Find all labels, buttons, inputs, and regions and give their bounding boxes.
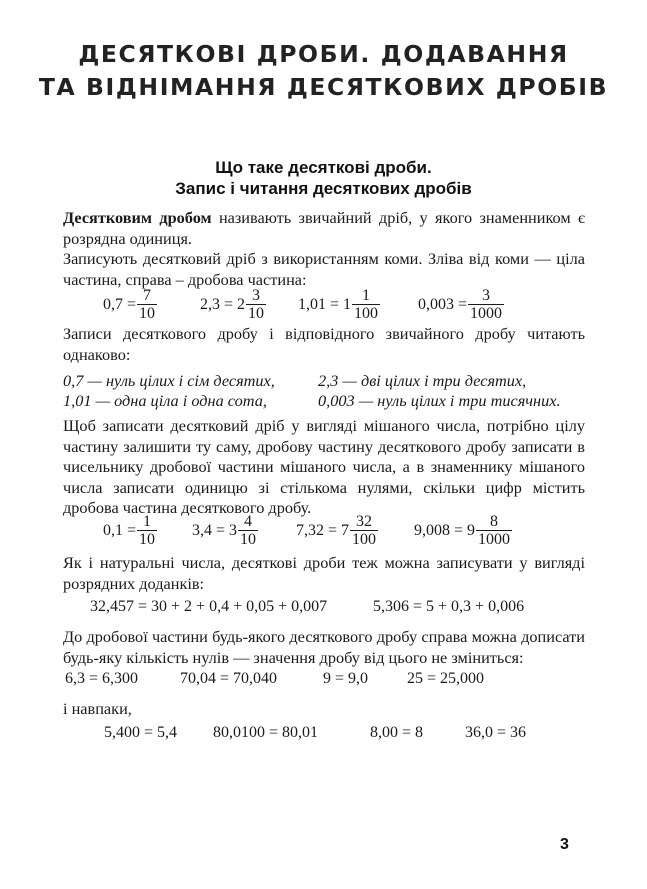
zeros-removed-1: 5,400 = 5,4 [104,724,178,741]
zeros-added-3: 9 = 9,0 [323,670,369,687]
denominator: 100 [354,305,379,322]
mixed-lhs: 9,008 = 9 [414,521,476,539]
expansion-1: 32,457 = 30 + 2 + 0,4 + 0,05 + 0,007 [90,598,328,615]
chapter-title [0,38,647,104]
numerator: 32 [356,513,373,530]
fraction [246,287,266,322]
mixed-example-3 [296,513,379,548]
mixed-lhs: 3,4 = 3 [192,521,238,539]
zeros-added-2: 70,04 = 70,040 [180,670,278,687]
paragraph-comma-notation: Записують десятковий дріб з використанням коми. Зліва від коми — ціла частина, справа – дробова частина: [63,249,585,289]
fraction [137,287,157,322]
numerator: 1 [362,287,371,304]
denominator: 1000 [470,305,503,322]
section-title-line-1: Що таке десяткові дроби. [215,158,432,177]
fraction-lhs: 0,7 = [103,295,137,313]
numerator: 7 [143,287,152,304]
fraction [352,287,380,322]
section-title-line-2: Запис і читання десяткових дробів [175,179,472,198]
numerator: 1 [143,513,152,530]
denominator: 10 [248,305,265,322]
denominator: 100 [352,531,377,548]
denominator: 10 [139,531,156,548]
fraction-example-1 [103,287,158,322]
definition-text: називають звичайний дріб, у якого знаменником є розрядна одиниця. [63,208,585,248]
chapter-title-line-1: ДЕСЯТКОВІ ДРОБИ. ДОДАВАННЯ [78,40,569,68]
paragraph-mixed-number-rule: Щоб записати десятковий дріб у вигляді мішаного числа, потрібно цілу частину залишити ту саму, дробову частину десяткового дробу записати в чисельнику дробової частини мішаного числа, а в знаменнику мішаного числа записати одиницю зі стількома нулями, скільки цифр містить дробова частина десяткового дробу. [63,416,585,517]
page-number: 3 [560,836,569,853]
chapter-title-line-2: ТА ВІДНІМАННЯ ДЕСЯТКОВИХ ДРОБІВ [38,73,609,101]
fraction-example-3 [298,287,381,322]
denominator: 10 [139,305,156,322]
fraction [238,513,258,548]
reading-2: 2,3 — дві цілих і три десятих, [318,371,527,390]
mixed-lhs: 7,32 = 7 [296,521,350,539]
definition-term: Десятковим дробом [63,208,212,227]
paragraph-trailing-zeros: До дробової частини будь-якого десяткового дробу справа можна дописати будь-яку кількість нулів — значення дробу від цього не зміниться: [63,627,585,667]
paragraph-vice-versa: і навпаки, [63,699,132,718]
fraction-lhs: 0,003 = [418,295,468,313]
numerator: 3 [482,287,491,304]
mixed-lhs: 0,1 = [103,521,137,539]
paragraph-reading: Записи десяткового дробу і відповідного звичайного дробу читають однаково: [63,324,585,364]
fraction [350,513,378,548]
mixed-example-2 [192,513,259,548]
fraction-example-2 [200,287,267,322]
expansion-2: 5,306 = 5 + 0,3 + 0,006 [373,598,525,615]
zeros-removed-2: 80,0100 = 80,01 [213,724,319,741]
section-title [0,157,647,199]
zeros-added-4: 25 = 25,000 [407,670,485,687]
fraction-lhs: 2,3 = 2 [200,295,246,313]
reading-3: 1,01 — одна ціла і одна сота, [63,391,267,410]
reading-1: 0,7 — нуль цілих і сім десятих, [63,371,275,390]
zeros-removed-4: 36,0 = 36 [465,724,527,741]
fraction [137,513,157,548]
denominator: 10 [240,531,257,548]
numerator: 3 [252,287,261,304]
fraction [468,287,504,322]
zeros-added-1: 6,3 = 6,300 [65,670,139,687]
numerator: 8 [490,513,499,530]
zeros-removed-3: 8,00 = 8 [370,724,424,741]
mixed-example-1 [103,513,158,548]
mixed-example-4 [414,513,513,548]
paragraph-place-value: Як і натуральні числа, десяткові дроби теж можна записувати у вигляді розрядних доданків: [63,553,585,593]
definition-paragraph [63,208,585,249]
fraction [476,513,512,548]
fraction-example-4 [418,287,505,322]
reading-4: 0,003 — нуль цілих і три тисячних. [318,391,561,410]
denominator: 1000 [478,531,511,548]
fraction-lhs: 1,01 = 1 [298,295,352,313]
numerator: 4 [244,513,253,530]
